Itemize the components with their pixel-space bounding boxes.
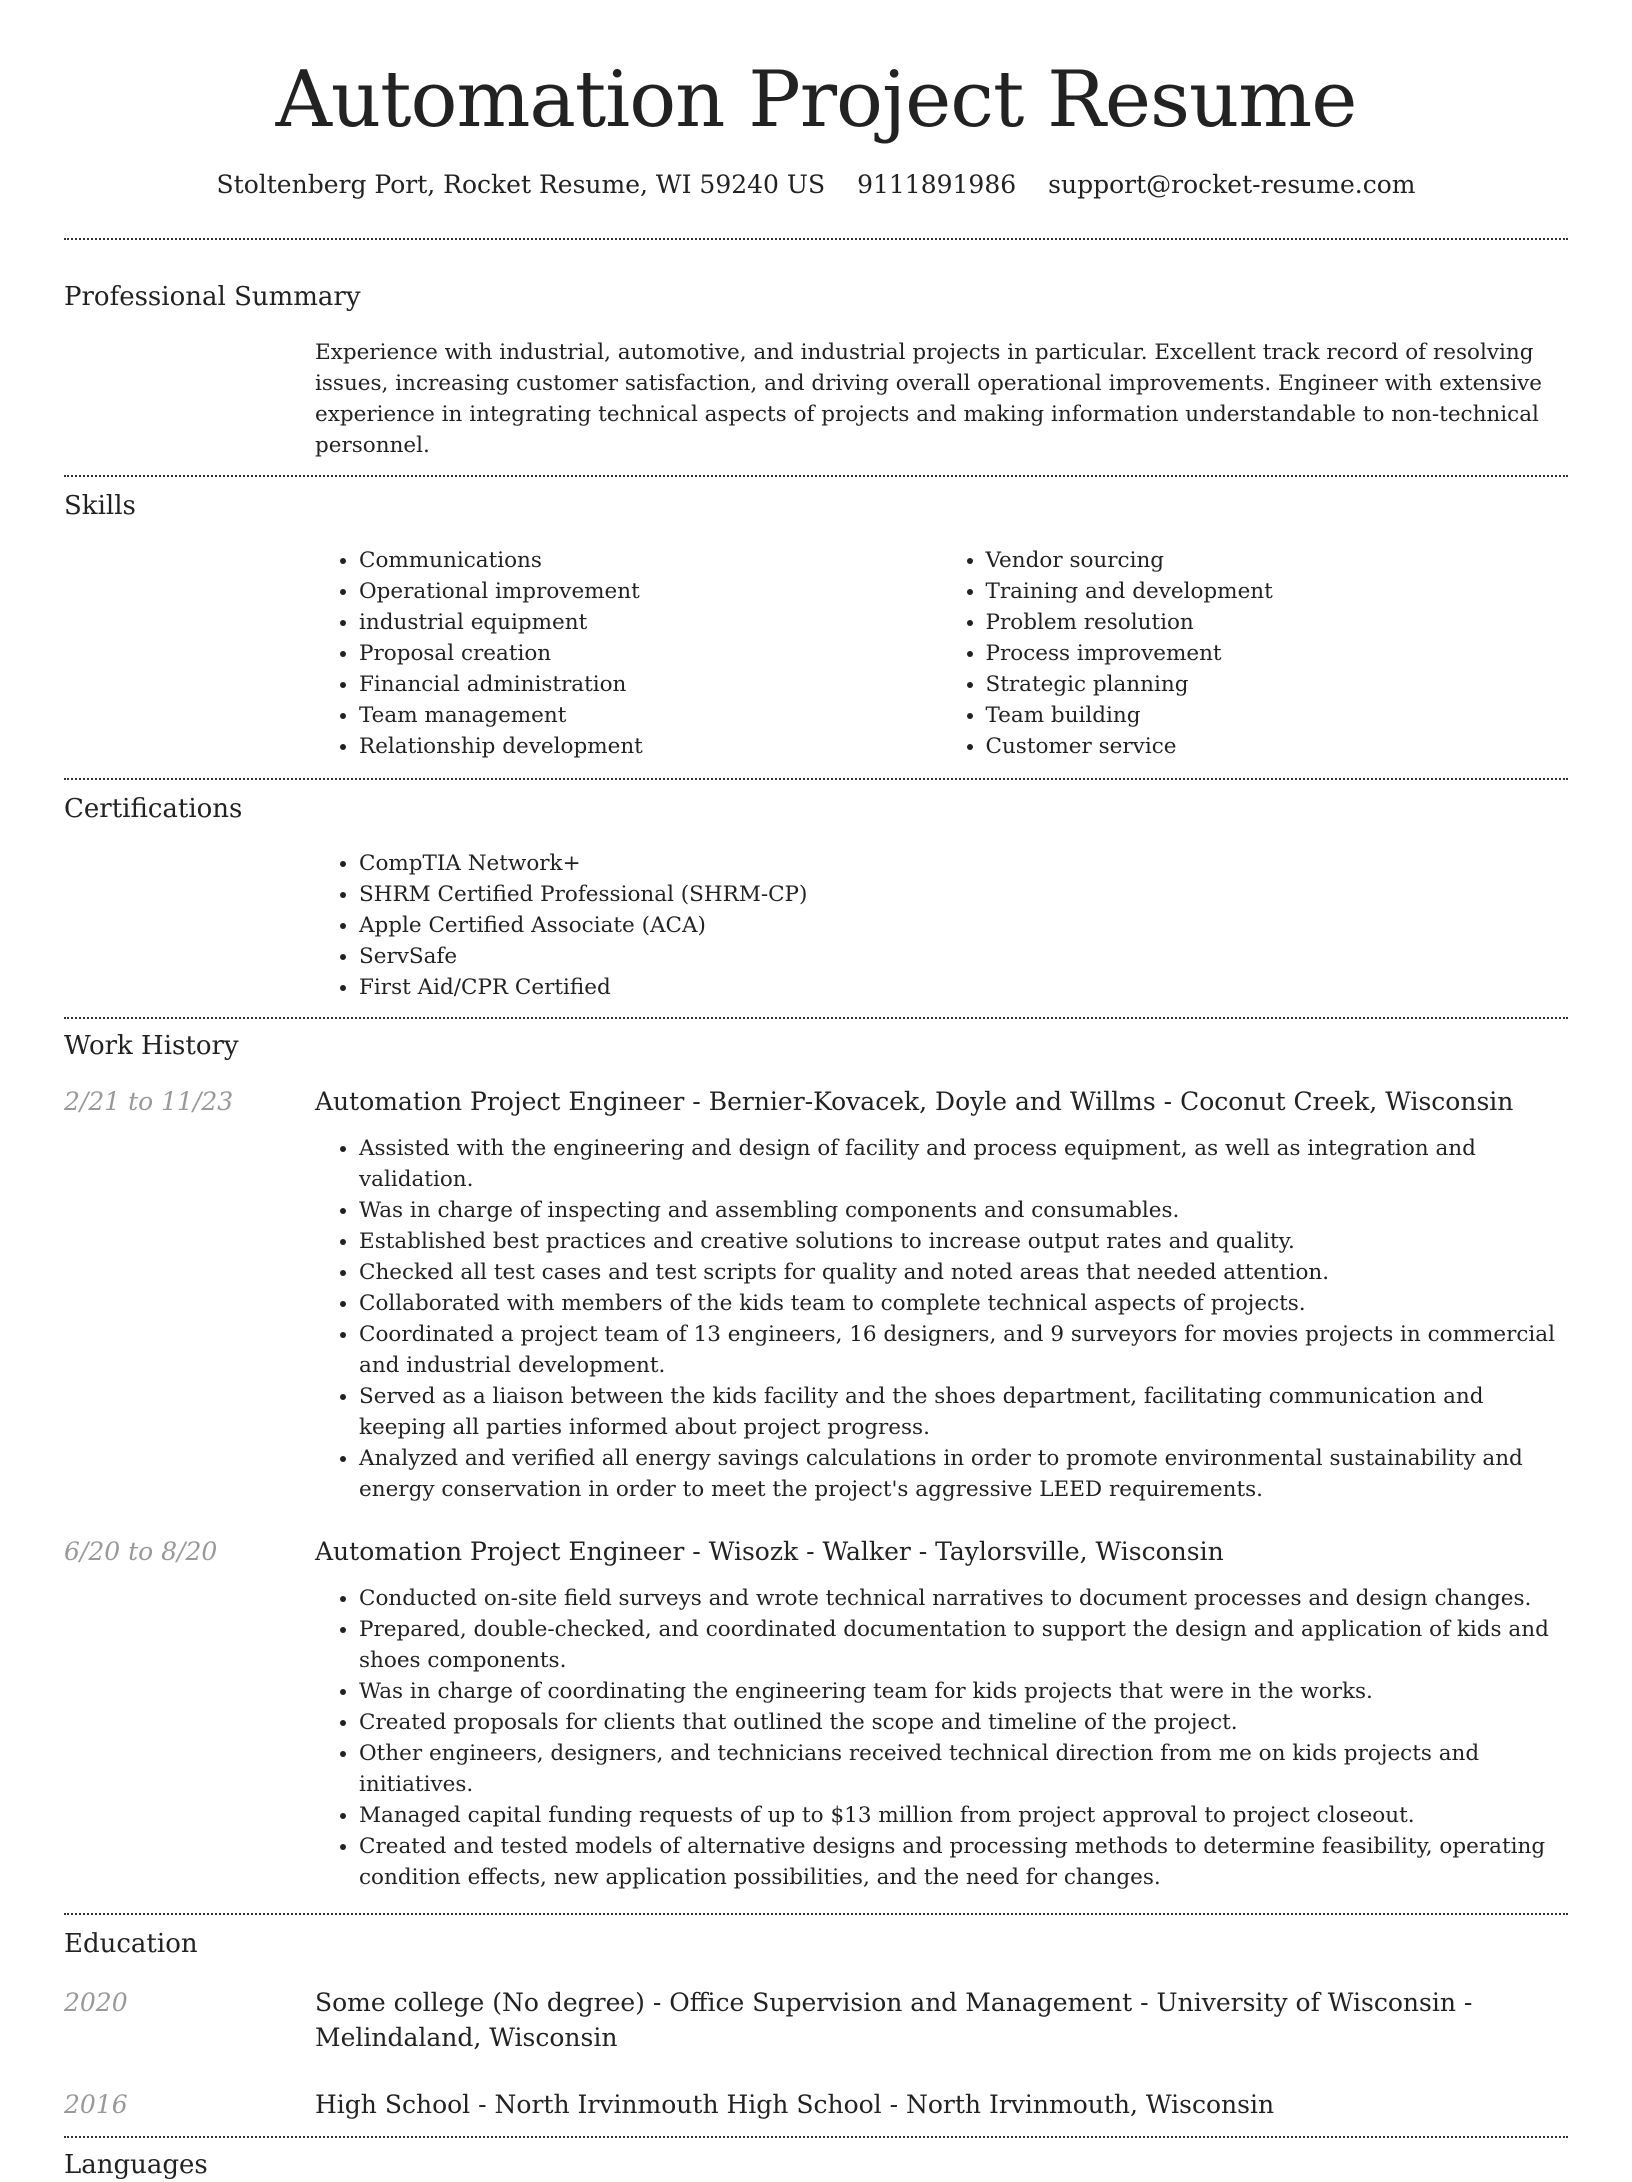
education-text: Some college (No degree) - Office Supervision and Management - University of Wisconsin - Melindaland, Wisconsin bbox=[315, 1988, 1473, 2052]
skill-item: • Vendor sourcing bbox=[986, 545, 1569, 576]
work-history-section bbox=[64, 1019, 1568, 1913]
skill-item: • Communications bbox=[359, 545, 942, 576]
job-dates: 6/20 to 8/20 bbox=[64, 1537, 218, 1566]
section-title-languages: Languages bbox=[64, 2150, 208, 2180]
certification-item: • SHRM Certified Professional (SHRM-CP) bbox=[359, 879, 1568, 910]
section-title-education: Education bbox=[64, 1929, 198, 1959]
certification-item: • First Aid/CPR Certified bbox=[359, 972, 1568, 1003]
skill-item: • Process improvement bbox=[986, 638, 1569, 669]
job-bullet: • Created proposals for clients that outlined the scope and timeline of the project. bbox=[359, 1707, 1568, 1738]
job-heading: Automation Project Engineer - Bernier-Kovacek, Doyle and Willms - Coconut Creek, Wisconsin bbox=[315, 1087, 1514, 1116]
education-entry bbox=[64, 1985, 1568, 2055]
education-text: High School - North Irvinmouth High School - North Irvinmouth, Wisconsin bbox=[315, 2090, 1275, 2119]
contact-email: support@rocket-resume.com bbox=[1048, 170, 1416, 199]
skill-item: • industrial equipment bbox=[359, 607, 942, 638]
section-title-summary: Professional Summary bbox=[64, 282, 361, 312]
skills-section bbox=[64, 477, 1568, 778]
job-bullet: • Conducted on-site field surveys and wrote technical narratives to document processes and design changes. bbox=[359, 1583, 1568, 1614]
section-title-work: Work History bbox=[64, 1031, 239, 1061]
job-body bbox=[315, 1085, 1568, 1505]
job-heading: Automation Project Engineer - Wisozk - Walker - Taylorsville, Wisconsin bbox=[315, 1537, 1224, 1566]
job-bullet: • Served as a liaison between the kids facility and the shoes department, facilitating communication and keeping all parties informed about project progress. bbox=[359, 1381, 1568, 1443]
job-dates: 2/21 to 11/23 bbox=[64, 1087, 234, 1116]
skills-list-left bbox=[315, 545, 942, 762]
skill-item: • Training and development bbox=[986, 576, 1569, 607]
summary-section bbox=[64, 240, 1568, 475]
job-bullets bbox=[315, 1583, 1568, 1893]
summary-text: Experience with industrial, automotive, and industrial projects in particular. Excellent track record of resolving issues, increasing customer satisfaction, and driving overall operational improvements. Engineer with extensive experience in integrating technical aspects of projects and making information understandable to non-technical personnel. bbox=[315, 340, 1543, 458]
job-bullets bbox=[315, 1133, 1568, 1505]
skill-item: • Strategic planning bbox=[986, 669, 1569, 700]
education-entry bbox=[64, 2087, 1568, 2122]
certification-item: • CompTIA Network+ bbox=[359, 848, 1568, 879]
skill-item: • Problem resolution bbox=[986, 607, 1569, 638]
education-year: 2020 bbox=[64, 1988, 128, 2017]
job-bullet: • Prepared, double-checked, and coordinated documentation to support the design and application of kids and shoes components. bbox=[359, 1614, 1568, 1676]
skills-list-right bbox=[942, 545, 1569, 762]
resume-title: Automation Project Resume bbox=[275, 55, 1357, 145]
job-bullet: • Analyzed and verified all energy savings calculations in order to promote environmental sustainability and energy conservation in order to meet the project's aggressive LEED requirements. bbox=[359, 1443, 1568, 1505]
job-bullet: • Managed capital funding requests of up to $13 million from project approval to project closeout. bbox=[359, 1800, 1568, 1831]
job-bullet: • Was in charge of coordinating the engineering team for kids projects that were in the works. bbox=[359, 1676, 1568, 1707]
languages-section bbox=[64, 2138, 1568, 2182]
contact-address: Stoltenberg Port, Rocket Resume, WI 59240 US bbox=[216, 170, 826, 199]
certification-item: • Apple Certified Associate (ACA) bbox=[359, 910, 1568, 941]
job-body bbox=[315, 1535, 1568, 1893]
contact-phone: 9111891986 bbox=[857, 170, 1017, 199]
skill-item: • Customer service bbox=[986, 731, 1569, 762]
skill-item: • Team building bbox=[986, 700, 1569, 731]
job-entry bbox=[64, 1535, 1568, 1893]
certification-item: • ServSafe bbox=[359, 941, 1568, 972]
job-bullet: • Collaborated with members of the kids team to complete technical aspects of projects. bbox=[359, 1288, 1568, 1319]
certifications-list bbox=[315, 848, 1568, 1003]
certifications-content bbox=[315, 848, 1568, 1003]
skill-item: • Relationship development bbox=[359, 731, 942, 762]
skill-item: • Team management bbox=[359, 700, 942, 731]
skill-item: • Operational improvement bbox=[359, 576, 942, 607]
skills-columns bbox=[315, 545, 1568, 762]
skill-item: • Proposal creation bbox=[359, 638, 942, 669]
section-title-certifications: Certifications bbox=[64, 794, 243, 824]
contact-line bbox=[64, 168, 1568, 202]
job-bullet: • Created and tested models of alternative designs and processing methods to determine feasibility, operating condition effects, new application possibilities, and the need for changes. bbox=[359, 1831, 1568, 1893]
job-bullet: • Checked all test cases and test scripts for quality and noted areas that needed attention. bbox=[359, 1257, 1568, 1288]
job-bullet: • Assisted with the engineering and design of facility and process equipment, as well as integration and validation. bbox=[359, 1133, 1568, 1195]
job-bullet: • Was in charge of inspecting and assembling components and consumables. bbox=[359, 1195, 1568, 1226]
education-section bbox=[64, 1915, 1568, 2136]
job-entry bbox=[64, 1085, 1568, 1505]
skill-item: • Financial administration bbox=[359, 669, 942, 700]
job-bullet: • Other engineers, designers, and technicians received technical direction from me on kids projects and initiatives. bbox=[359, 1738, 1568, 1800]
job-bullet: • Coordinated a project team of 13 engineers, 16 designers, and 9 surveyors for movies projects in commercial and industrial development. bbox=[359, 1319, 1568, 1381]
resume-page bbox=[64, 0, 1568, 2182]
education-year: 2016 bbox=[64, 2090, 128, 2119]
certifications-section bbox=[64, 780, 1568, 1017]
job-bullet: • Established best practices and creative solutions to increase output rates and quality. bbox=[359, 1226, 1568, 1257]
section-title-skills: Skills bbox=[64, 491, 136, 521]
